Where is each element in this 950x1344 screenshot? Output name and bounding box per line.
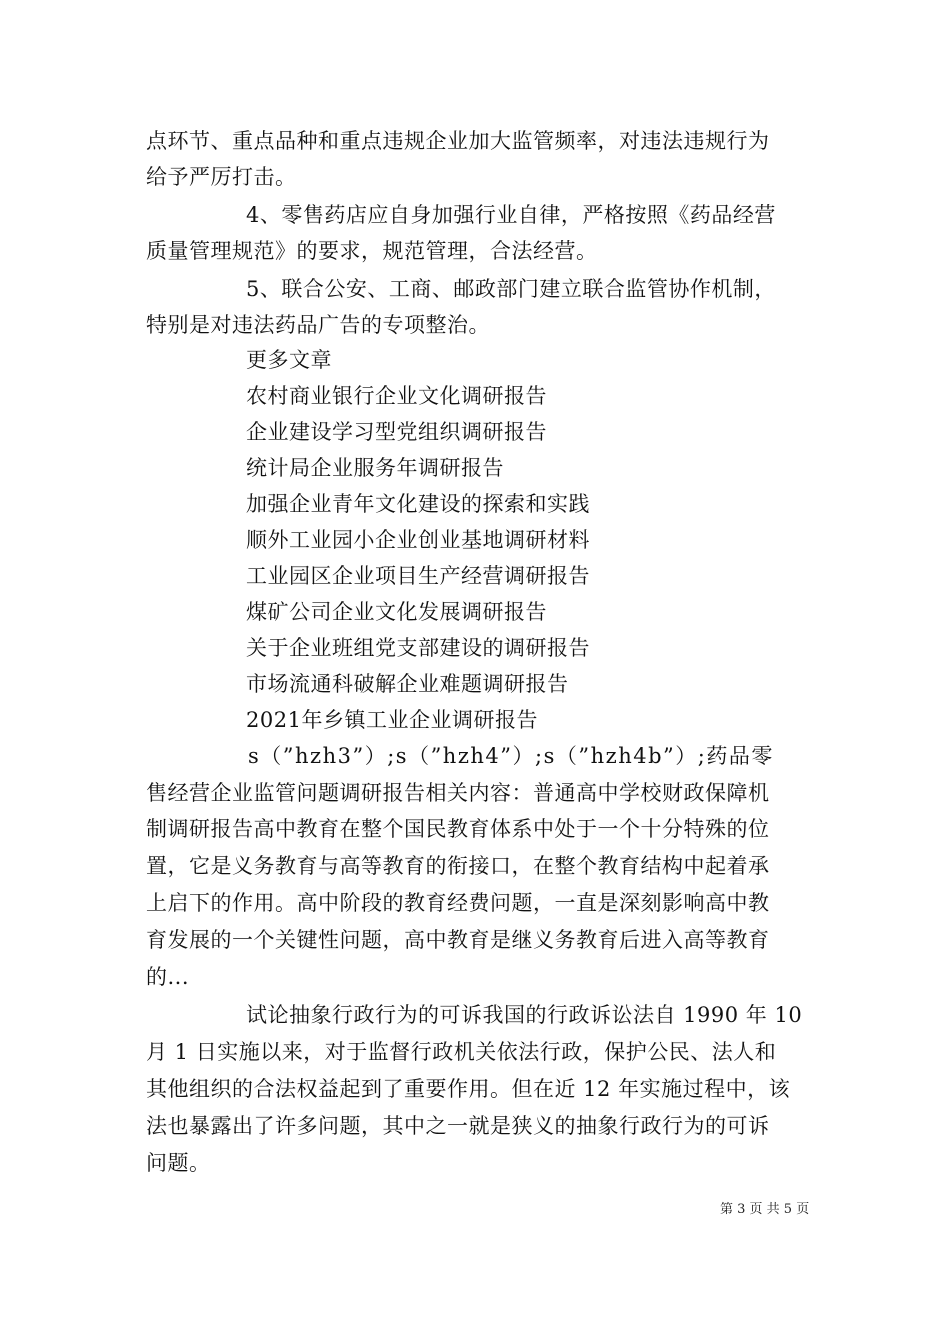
body-line-5: 5、联合公安、工商、邮政部门建立联合监管协作机制， xyxy=(246,277,776,301)
article-link[interactable]: 煤矿公司企业文化发展调研报告 xyxy=(246,600,547,624)
body-line-3: 4、零售药店应自身加强行业自律，严格按照《药品经营 xyxy=(246,203,776,227)
article-link[interactable]: 2021年乡镇工业企业调研报告 xyxy=(246,708,538,732)
body-line-28: 问题。 xyxy=(146,1151,211,1175)
body-line-6: 特别是对违法药品广告的专项整治。 xyxy=(146,313,490,337)
page-number: 第 3 页 共 5 页 xyxy=(720,1202,810,1217)
body-line-21: 上启下的作用。高中阶段的教育经费问题，一直是深刻影响高中教 xyxy=(146,891,770,915)
article-link[interactable]: 农村商业银行企业文化调研报告 xyxy=(246,384,547,408)
body-line-20: 置，它是义务教育与高等教育的衔接口，在整个教育结构中起着承 xyxy=(146,854,770,878)
body-line-22: 育发展的一个关键性问题，高中教育是继义务教育后进入高等教育 xyxy=(146,928,770,952)
article-link[interactable]: 顺外工业园小企业创业基地调研材料 xyxy=(246,528,590,552)
body-line-25: 月 1 日实施以来，对于监督行政机关依法行政，保护公民、法人和 xyxy=(146,1040,777,1064)
body-line-1: 点环节、重点品种和重点违规企业加大监管频率，对违法违规行为 xyxy=(146,129,770,153)
body-line-4: 质量管理规范》的要求，规范管理，合法经营。 xyxy=(146,239,598,263)
article-link[interactable]: 关于企业班组党支部建设的调研报告 xyxy=(246,636,590,660)
article-link[interactable]: 工业园区企业项目生产经营调研报告 xyxy=(246,564,590,588)
body-line-26: 其他组织的合法权益起到了重要作用。但在近 12 年实施过程中，该 xyxy=(146,1077,791,1101)
article-link[interactable]: 市场流通科破解企业难题调研报告 xyxy=(246,672,569,696)
body-line-19: 制调研报告高中教育在整个国民教育体系中处于一个十分特殊的位 xyxy=(146,817,770,841)
more-articles-heading: 更多文章 xyxy=(246,348,332,372)
body-line-2: 给予严厉打击。 xyxy=(146,165,297,189)
body-line-24: 试论抽象行政行为的可诉我国的行政诉讼法自 1990 年 10 xyxy=(246,1003,803,1027)
article-link[interactable]: 企业建设学习型党组织调研报告 xyxy=(246,420,547,444)
body-line-18: 售经营企业监管问题调研报告相关内容：普通高中学校财政保障机 xyxy=(146,781,770,805)
article-link[interactable]: 统计局企业服务年调研报告 xyxy=(246,456,504,480)
body-line-27: 法也暴露出了许多问题，其中之一就是狭义的抽象行政行为的可诉 xyxy=(146,1114,770,1138)
body-line-23: 的... xyxy=(146,965,190,989)
body-line-script: s（”hzh3”）;s（”hzh4”）;s（”hzh4b”）;药品零 xyxy=(248,744,774,768)
article-link[interactable]: 加强企业青年文化建设的探索和实践 xyxy=(246,492,590,516)
